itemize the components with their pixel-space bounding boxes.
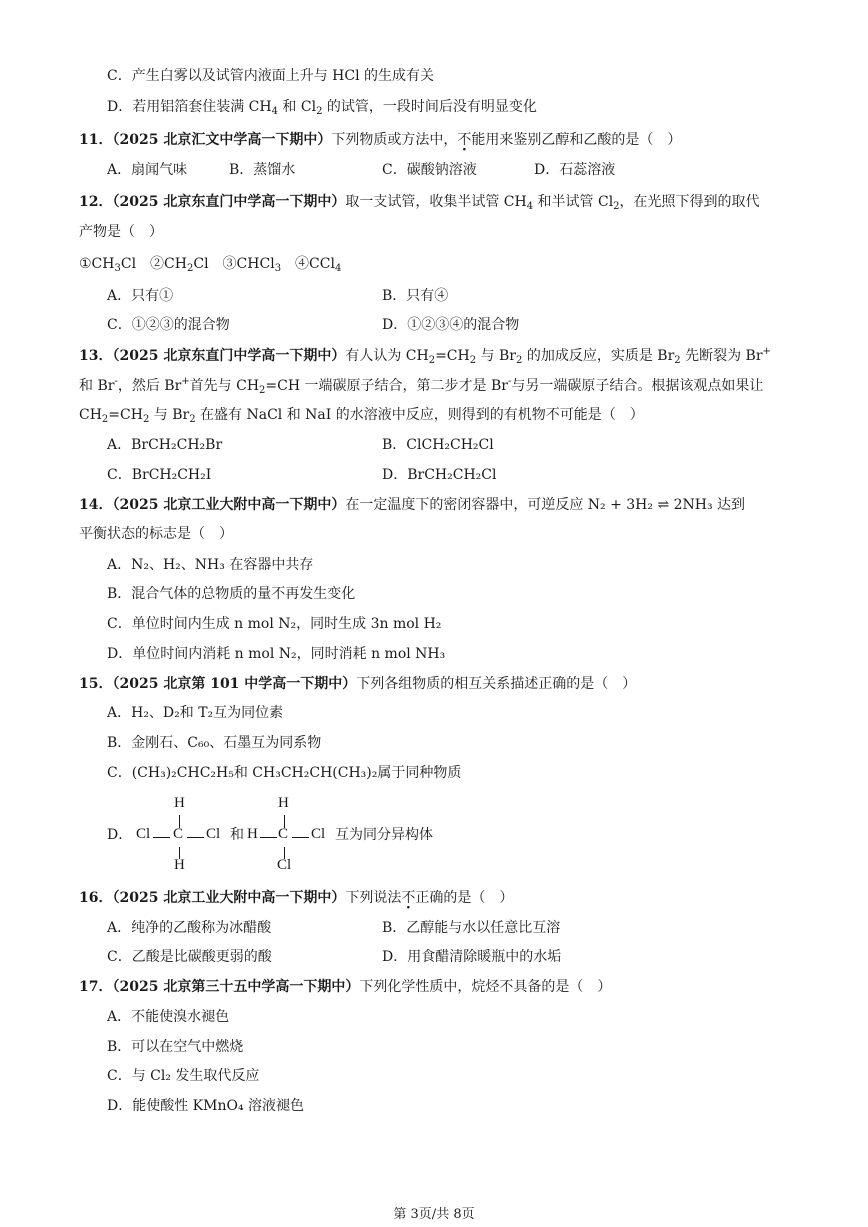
atom-c: C: [173, 826, 184, 842]
q11-option-d: D．石蕊溶液: [534, 162, 616, 178]
q13-option-b: B．ClCH₂CH₂Cl: [382, 437, 494, 453]
q10-option-c: C．产生白雾以及试管内液面上升与 HCl 的生成有关: [107, 68, 435, 84]
q12-items: $①CH_3Cl$ $②CH_2Cl$ ③CHCl$_3$ ④CCl$_4$: [79, 256, 342, 274]
q16-stem: 16．（2025 北京工业大附中高一下期中）下列说法不正确的是（ ）: [79, 890, 514, 906]
q13-option-c: C．BrCH₂CH₂I: [107, 467, 212, 483]
atom-c: C: [278, 826, 289, 842]
q15-option-d-label: D．: [107, 827, 133, 843]
q13-option-a: A．BrCH₂CH₂Br: [107, 437, 223, 453]
q17-option-a: A．不能使溴水褪色: [107, 1009, 230, 1025]
q16-option-b: B．乙醇能与水以任意比互溶: [382, 920, 561, 936]
bond: [153, 837, 170, 838]
q10-option-d: D．若用铝箔套住装满 $CH_4$ 和 $Cl_2$ 的试管，一段时间后没有明显变化: [107, 99, 537, 117]
q15-stem: 15．（2025 北京第 101 中学高一下期中）下列各组物质的相互关系描述正确的是（ ）: [79, 676, 637, 692]
atom-h-top: H: [278, 795, 289, 811]
q15-option-a: A．H₂、D₂和 T₂互为同位素: [107, 705, 284, 721]
q12-stem-line2: 产物是（ ）: [79, 224, 163, 240]
atom-cl-right: Cl: [206, 826, 221, 842]
q17-option-b: B．可以在空气中燃烧: [107, 1039, 244, 1055]
q13-stem-line2: 和 Br-，然后 Br+首先与 $CH_2=CH$ 一端碳原子结合，第二步才是 Br-与另一端碳原子结合。根据该观点如果让: [79, 376, 764, 396]
q15-option-b: B．金刚石、C₆₀、石墨互为同系物: [107, 735, 322, 751]
q14-option-a: A．N₂、H₂、NH₃ 在容器中共存: [107, 557, 314, 573]
q12-option-d: D．①②③④的混合物: [382, 317, 520, 333]
atom-h-top: H: [174, 795, 185, 811]
question-source: （2025 北京工业大附中高一下期中）: [112, 497, 346, 513]
q13-stem-line3: $CH_2=CH_2$ 与 $Br_2$ 在盛有 NaCl 和 NaI 的水溶液中反应，则得到的有机物不可能是（ ）: [79, 407, 644, 425]
q16-option-a: A．纯净的乙酸称为冰醋酸: [107, 920, 272, 936]
question-source: （2025 北京东直门中学高一下期中）: [112, 194, 346, 210]
q14-stem-line2: 平衡状态的标志是（ ）: [79, 526, 233, 542]
q14-stem: 14．（2025 北京工业大附中高一下期中）在一定温度下的密闭容器中，可逆反应 N₂ + 3H₂ ⇌ 2NH₃ 达到: [79, 497, 746, 513]
question-source: （2025 北京第三十五中学高一下期中）: [112, 979, 360, 995]
bond: [292, 837, 309, 838]
q13-option-d: D．BrCH₂CH₂Cl: [382, 467, 497, 483]
atom-h-left: H: [247, 826, 258, 842]
q17-option-c: C．与 Cl₂ 发生取代反应: [107, 1068, 260, 1084]
q11-stem: 11．（2025 北京汇文中学高一下期中）下列物质或方法中，不能用来鉴别乙醇和乙酸的是（ ）: [79, 132, 682, 148]
q11-option-c: C．碳酸钠溶液: [382, 162, 477, 178]
q16-option-d: D．用食醋清除暖瓶中的水垢: [382, 949, 562, 965]
q14-option-c: C．单位时间内生成 n mol N₂，同时生成 3n mol H₂: [107, 616, 442, 632]
q16-option-c: C．乙酸是比碳酸更弱的酸: [107, 949, 272, 965]
structural-formula-1: [136, 795, 226, 875]
question-source: （2025 北京工业大附中高一下期中）: [112, 890, 346, 906]
q12-option-b: B．只有④: [382, 288, 449, 304]
question-source: （2025 北京汇文中学高一下期中）: [112, 132, 332, 148]
bond: [260, 837, 277, 838]
question-number: 11．: [79, 132, 113, 148]
structural-formula-2: [247, 795, 337, 875]
emphasis-mark: 不: [401, 890, 416, 906]
atom-cl-right: Cl: [311, 826, 326, 842]
bond: [187, 837, 204, 838]
q11-option-b: B．蒸馏水: [229, 162, 296, 178]
atom-cl-left: Cl: [136, 826, 151, 842]
q17-option-d: D．能使酸性 KMnO₄ 溶液褪色: [107, 1098, 305, 1114]
q12-option-c: C．①②③的混合物: [107, 317, 230, 333]
q15-option-d-tail: 互为同分异构体: [335, 827, 433, 843]
q14-option-b: B．混合气体的总物质的量不再发生变化: [107, 586, 356, 602]
atom-cl-bottom: Cl: [277, 857, 292, 873]
q12-option-a: A．只有①: [107, 288, 174, 304]
q15-option-c: C．(CH₃)₂CHC₂H₅和 CH₃CH₂CH(CH₃)₂属于同种物质: [107, 765, 462, 781]
q15-option-d-and: 和: [230, 827, 244, 843]
q11-option-a: A．扇闻气味: [107, 162, 188, 178]
q17-stem: 17．（2025 北京第三十五中学高一下期中）下列化学性质中，烷烃不具备的是（ ）: [79, 979, 612, 995]
atom-h-bottom: H: [174, 857, 185, 873]
q14-option-d: D．单位时间内消耗 n mol N₂，同时消耗 n mol NH₃: [107, 646, 446, 662]
q12-stem: 12．（2025 北京东直门中学高一下期中）取一支试管，收集半试管 $CH_4$ 和半试管 $Cl_2$，在光照下得到的取代: [79, 194, 760, 212]
question-source: （2025 北京第 101 中学高一下期中）: [112, 676, 357, 692]
q13-stem: 13．（2025 北京东直门中学高一下期中）有人认为 $CH_2=CH_2$ 与 $Br_2$ 的加成反应，实质是 $Br_2$ 先断裂为 Br+: [79, 346, 771, 366]
page-footer: 第 3页/共 8页: [393, 1207, 475, 1222]
question-source: （2025 北京东直门中学高一下期中）: [112, 348, 346, 364]
emphasis-mark: 不: [457, 132, 472, 148]
